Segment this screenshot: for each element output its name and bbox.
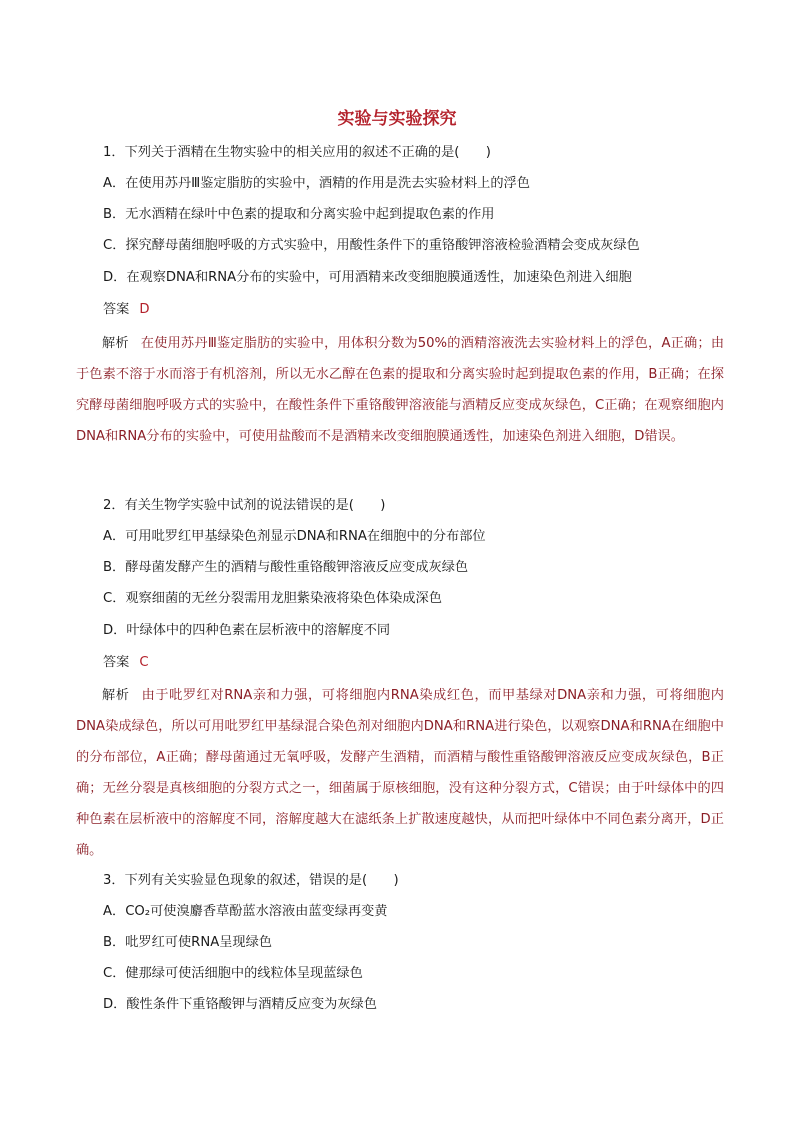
question-1-option-b: B．无水酒精在绿叶中色素的提取和分离实验中起到提取色素的作用 bbox=[103, 207, 495, 222]
question-3-option-b: B．吡罗红可使RNA呈现绿色 bbox=[103, 935, 272, 950]
answer-value: D bbox=[139, 302, 150, 317]
page-title: 实验与实验探究 bbox=[337, 109, 457, 129]
explanation-text: 由于吡罗红对RNA亲和力强，可将细胞内RNA染成红色，而甲基绿对DNA亲和力强，可将细胞内DNA染成绿色，所以可用吡罗红甲基绿混合染色剂对细胞内DNA和RNA进行染色，以观察DNA和RNA在细胞中的分布部位，A正确；酵母菌通过无氧呼吸，发酵产生酒精，而酒精与酸性重铬酸钾溶液反应变成灰绿色，B正确；无丝分裂是真核细胞的分裂方式之一，细菌属于原核细胞，没有这种分裂方式，C错误；由于叶绿体中的四种色素在层析液中的溶解度不同，溶解度越大在滤纸条上扩散速度越快，从而把叶绿体中不同色素分离开，D正确。 bbox=[76, 688, 724, 858]
question-1-option-a: A．在使用苏丹Ⅲ鉴定脂肪的实验中，酒精的作用是洗去实验材料上的浮色 bbox=[103, 176, 530, 191]
answer-label: 答案 bbox=[103, 655, 130, 670]
question-1-answer bbox=[103, 302, 150, 318]
question-1-stem: 1．下列关于酒精在生物实验中的相关应用的叙述不正确的是( ) bbox=[103, 145, 491, 160]
question-2-option-c: C．观察细菌的无丝分裂需用龙胆紫染液将染色体染成深色 bbox=[103, 591, 442, 606]
explanation-label: 解析 bbox=[102, 688, 130, 703]
answer-value: C bbox=[139, 655, 149, 670]
question-2-explanation bbox=[76, 680, 724, 866]
question-2-option-b: B．酵母菌发酵产生的酒精与酸性重铬酸钾溶液反应变成灰绿色 bbox=[103, 560, 469, 575]
answer-label: 答案 bbox=[103, 302, 130, 317]
question-1-option-c: C．探究酵母菌细胞呼吸的方式实验中，用酸性条件下的重铬酸钾溶液检验酒精会变成灰绿色 bbox=[103, 238, 640, 253]
explanation-label: 解析 bbox=[102, 336, 129, 351]
question-2-answer bbox=[103, 655, 149, 671]
explanation-text: 在使用苏丹Ⅲ鉴定脂肪的实验中，用体积分数为50%的酒精溶液洗去实验材料上的浮色，A正确；由于色素不溶于水而溶于有机溶剂，所以无水乙醇在色素的提取和分离实验时起到提取色素的作用，B正确；在探究酵母菌细胞呼吸方式的实验中，在酸性条件下重铬酸钾溶液能与酒精反应变成灰绿色，C正确；在观察细胞内DNA和RNA分布的实验中，可使用盐酸而不是酒精来改变细胞膜通透性，加速染色剂进入细胞，D错误。 bbox=[76, 336, 725, 444]
question-3-stem: 3．下列有关实验显色现象的叙述，错误的是( ) bbox=[103, 873, 399, 888]
question-2-stem: 2．有关生物学实验中试剂的说法错误的是( ) bbox=[103, 498, 386, 513]
question-2-option-a: A．可用吡罗红甲基绿染色剂显示DNA和RNA在细胞中的分布部位 bbox=[103, 529, 486, 544]
question-1-option-d: D．在观察DNA和RNA分布的实验中，可用酒精来改变细胞膜通透性，加速染色剂进入细胞 bbox=[103, 270, 632, 285]
question-3-option-a: A．CO₂可使溴麝香草酚蓝水溶液由蓝变绿再变黄 bbox=[103, 904, 388, 919]
question-1-explanation bbox=[76, 328, 724, 452]
question-2-option-d: D．叶绿体中的四种色素在层析液中的溶解度不同 bbox=[103, 623, 391, 638]
question-3-option-c: C．健那绿可使活细胞中的线粒体呈现蓝绿色 bbox=[103, 966, 363, 981]
question-3-option-d: D．酸性条件下重铬酸钾与酒精反应变为灰绿色 bbox=[103, 997, 377, 1012]
